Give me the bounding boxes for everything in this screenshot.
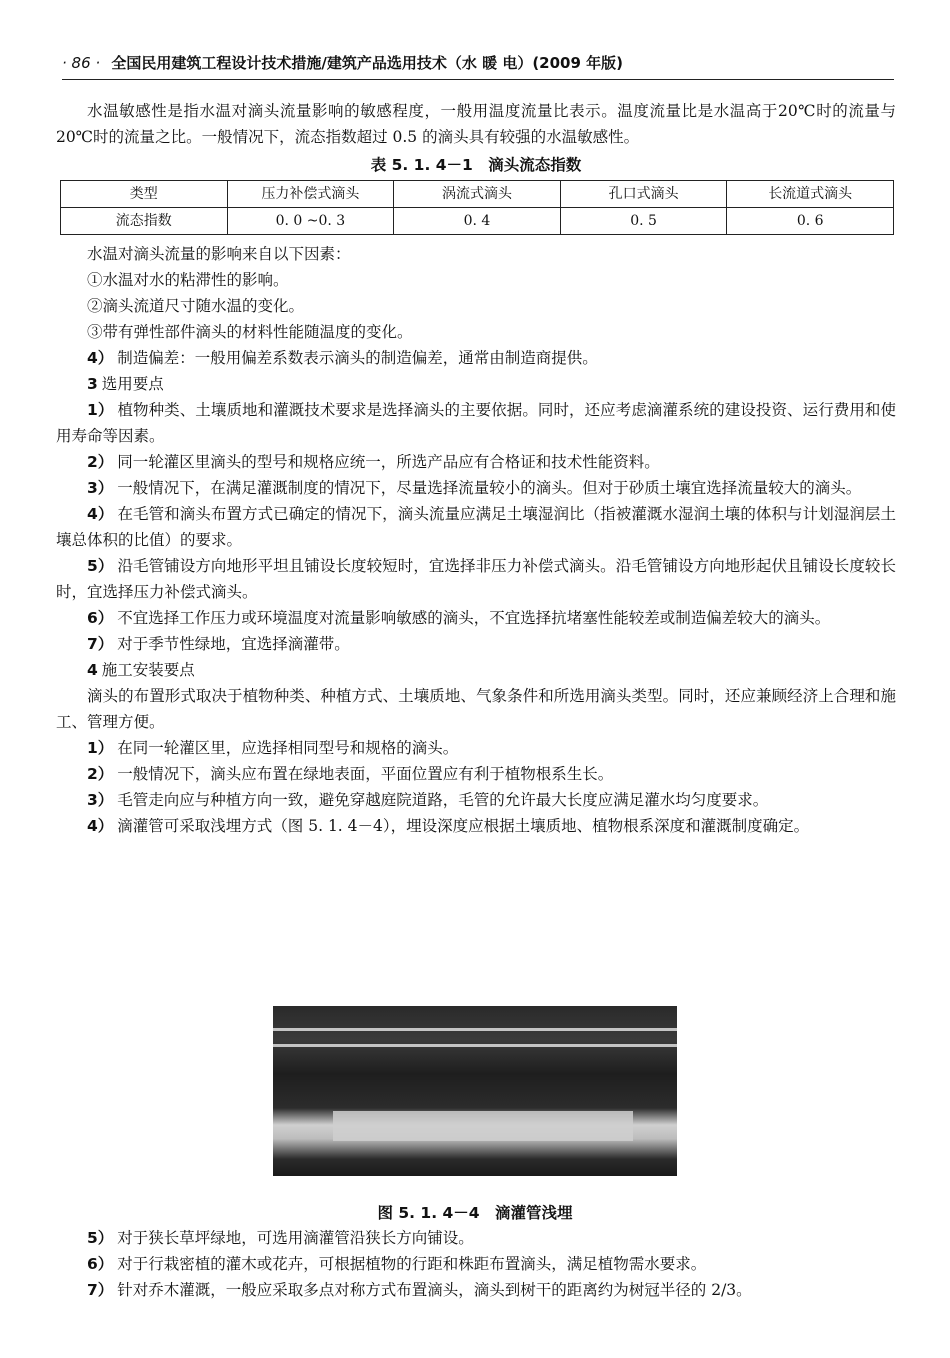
paragraph-text: 沿毛管铺设方向地形平坦且铺设长度较短时，宜选择非压力补偿式滴头。沿毛管铺设方向地形起伏且铺设长度较长时，宜选择压力补偿式滴头。	[56, 557, 896, 601]
table-cell: 0. 4	[394, 208, 561, 235]
paragraph-text: 在同一轮灌区里，应选择相同型号和规格的滴头。	[117, 739, 459, 757]
item-number: 7）	[87, 635, 114, 653]
paragraph	[56, 683, 896, 735]
paragraph	[56, 761, 896, 787]
table-header-cell: 孔口式滴头	[560, 181, 727, 208]
paragraph-text: ③带有弹性部件滴头的材料性能随温度的变化。	[87, 323, 413, 341]
item-number: 5）	[87, 1229, 114, 1247]
item-number: 4）	[87, 349, 114, 367]
paragraph	[56, 1277, 896, 1303]
item-number: 5）	[87, 557, 114, 575]
running-header	[62, 52, 894, 73]
paragraph	[56, 449, 896, 475]
paragraph	[56, 553, 896, 605]
paragraph-text: 针对乔木灌溉，一般应采取多点对称方式布置滴头，滴头到树干的距离约为树冠半径的 2/3。	[117, 1281, 752, 1299]
item-number: 4	[87, 661, 98, 679]
table-caption: 表 5. 1. 4－1 滴头流态指数	[370, 156, 582, 174]
paragraph	[56, 1225, 896, 1251]
paragraph-text: 一般情况下，滴头应布置在绿地表面，平面位置应有利于植物根系生长。	[117, 765, 614, 783]
item-number: 1）	[87, 401, 114, 419]
paragraph	[56, 787, 896, 813]
buried-drip-pipe	[333, 1111, 633, 1141]
paragraph-text: 滴灌管可采取浅埋方式（图 5. 1. 4－4），埋设深度应根据土壤质地、植物根系深度和灌溉制度确定。	[117, 817, 810, 835]
item-number: 4）	[87, 505, 114, 523]
item-number: 7）	[87, 1281, 114, 1299]
item-number: 1）	[87, 739, 114, 757]
flow-index-table	[60, 180, 894, 235]
paragraph-text: ②滴头流道尺寸随水温的变化。	[87, 297, 305, 315]
item-number: 2）	[87, 453, 114, 471]
paragraph	[56, 371, 896, 397]
paragraph-text: 施工安装要点	[101, 661, 195, 679]
item-number: 3）	[87, 791, 114, 809]
paragraph	[56, 319, 896, 345]
paragraph-text: 植物种类、土壤质地和灌溉技术要求是选择滴头的主要依据。同时，还应考虑滴灌系统的建设投资、运行费用和使用寿命等因素。	[56, 401, 896, 445]
book-title: 全国民用建筑工程设计技术措施/建筑产品选用技术（水 暖 电）(2009 年版)	[111, 54, 624, 72]
paragraph-text: 对于季节性绿地，宜选择滴灌带。	[117, 635, 350, 653]
paragraph-text: 对于狭长草坪绿地，可选用滴灌管沿狭长方向铺设。	[117, 1229, 474, 1247]
paragraph-text: 对于行栽密植的灌木或花卉，可根据植物的行距和株距布置滴头，满足植物需水要求。	[117, 1255, 707, 1273]
paragraph-text: 水温对滴头流量的影响来自以下因素：	[87, 245, 351, 263]
table-cell: 0. 6	[727, 208, 894, 235]
table-cell: 流态指数	[61, 208, 228, 235]
paragraph-text: 在毛管和滴头布置方式已确定的情况下，滴头流量应满足土壤湿润比（指被灌溉水湿润土壤的体积与计划湿润层土壤总体积的比值）的要求。	[56, 505, 896, 549]
table-header-cell: 长流道式滴头	[727, 181, 894, 208]
paragraph-text: ①水温对水的粘滞性的影响。	[87, 271, 289, 289]
table-header-row	[61, 181, 894, 208]
table-header-cell: 类型	[61, 181, 228, 208]
body-text	[56, 98, 896, 839]
paragraph	[56, 241, 896, 267]
drip-pipe-photo	[273, 1006, 677, 1176]
paragraph	[56, 345, 896, 371]
paragraph-text: 毛管走向应与种植方向一致，避免穿越庭院道路，毛管的允许最大长度应满足灌水均匀度要求。	[117, 791, 769, 809]
item-number: 3）	[87, 479, 114, 497]
paragraph-text: 一般情况下，在满足灌溉制度的情况下，尽量选择流量较小的滴头。但对于砂质土壤宜选择流量较大的滴头。	[117, 479, 862, 497]
table-header-cell: 压力补偿式滴头	[227, 181, 394, 208]
paragraph	[56, 657, 896, 683]
item-number: 4）	[87, 817, 114, 835]
paragraph	[56, 813, 896, 839]
paragraph	[56, 735, 896, 761]
tail-paragraphs	[56, 1225, 896, 1303]
paragraph	[56, 631, 896, 657]
paragraph	[56, 1251, 896, 1277]
page-number: · 86 ·	[62, 54, 101, 72]
photo-stripe	[273, 1028, 677, 1031]
paragraph-list	[56, 241, 896, 839]
paragraph-text: 制造偏差：一般用偏差系数表示滴头的制造偏差，通常由制造商提供。	[117, 349, 598, 367]
paragraph	[56, 293, 896, 319]
paragraph	[56, 397, 896, 449]
item-number: 6）	[87, 1255, 114, 1273]
figure-caption: 图 5. 1. 4－4 滴灌管浅埋	[377, 1204, 573, 1222]
paragraph	[56, 475, 896, 501]
paragraph	[56, 267, 896, 293]
table-cell: 0. 5	[560, 208, 727, 235]
item-number: 3	[87, 375, 98, 393]
intro-paragraph: 水温敏感性是指水温对滴头流量影响的敏感程度，一般用温度流量比表示。温度流量比是水温高于20℃时的流量与20℃时的流量之比。一般情况下，流态指数超过 0.5 的滴头具有较强的水温敏感性。	[56, 102, 896, 146]
paragraph	[56, 501, 896, 553]
table-cell: 0. 0 ~0. 3	[227, 208, 394, 235]
item-number: 2）	[87, 765, 114, 783]
table-header-cell: 涡流式滴头	[394, 181, 561, 208]
header-rule	[62, 79, 894, 80]
paragraph-text: 滴头的布置形式取决于植物种类、种植方式、土壤质地、气象条件和所选用滴头类型。同时，还应兼顾经济上合理和施工、管理方便。	[56, 687, 896, 731]
table-row	[61, 208, 894, 235]
paragraph-text: 选用要点	[101, 375, 164, 393]
photo-stripe	[273, 1044, 677, 1047]
paragraph	[56, 605, 896, 631]
item-number: 6）	[87, 609, 114, 627]
paragraph-text: 不宜选择工作压力或环境温度对流量影响敏感的滴头，不宜选择抗堵塞性能较差或制造偏差较大的滴头。	[117, 609, 831, 627]
paragraph-text: 同一轮灌区里滴头的型号和规格应统一，所选产品应有合格证和技术性能资料。	[117, 453, 660, 471]
